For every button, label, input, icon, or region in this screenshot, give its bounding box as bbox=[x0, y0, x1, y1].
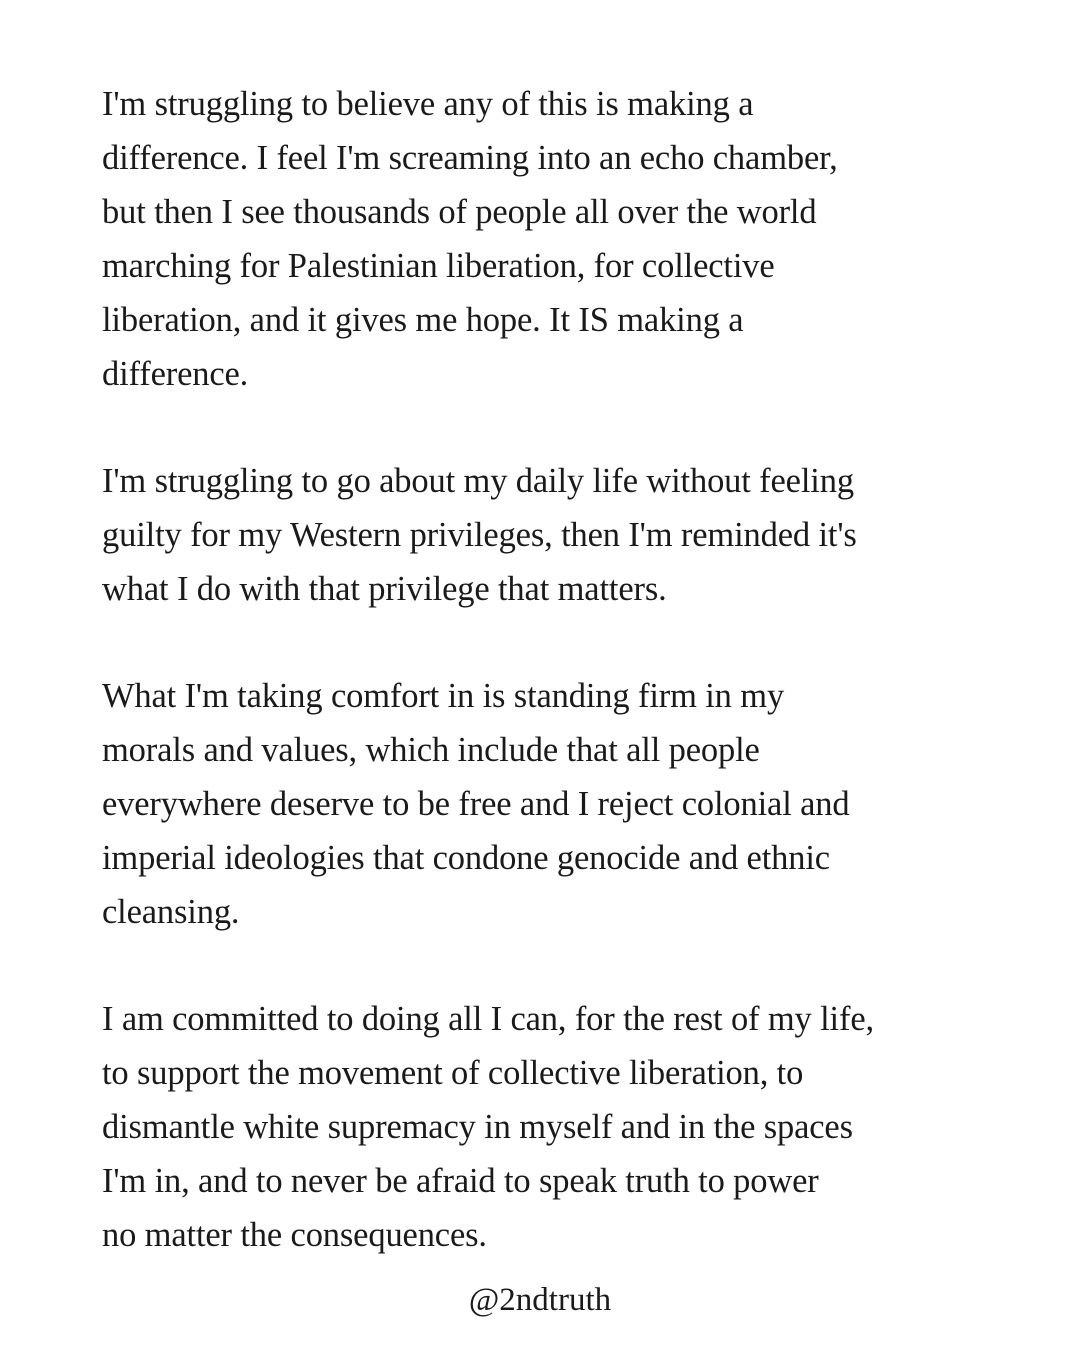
paragraph-line: to support the movement of collective liberation, to bbox=[102, 1054, 804, 1092]
paragraph-1 bbox=[102, 77, 1002, 401]
paragraph-line: marching for Palestinian liberation, for collective bbox=[102, 247, 775, 285]
paragraph-line: difference. bbox=[102, 355, 249, 393]
paragraph-line: difference. I feel I'm screaming into an echo chamber, bbox=[102, 139, 838, 177]
paragraph-line: I'm struggling to go about my daily life without feeling bbox=[102, 462, 854, 500]
paragraph-line: I am committed to doing all I can, for the rest of my life, bbox=[102, 1000, 874, 1038]
paragraph-line: what I do with that privilege that matters. bbox=[102, 570, 667, 608]
paragraph-line: no matter the consequences. bbox=[102, 1216, 487, 1254]
paragraph-line: I'm struggling to believe any of this is making a bbox=[102, 85, 754, 123]
post-body bbox=[102, 77, 1002, 1315]
paragraph-4 bbox=[102, 992, 1002, 1262]
paragraph-line: guilty for my Western privileges, then I'm reminded it's bbox=[102, 516, 857, 554]
paragraph-line: morals and values, which include that all people bbox=[102, 731, 760, 769]
paragraph-line: dismantle white supremacy in myself and in the spaces bbox=[102, 1108, 853, 1146]
paragraph-line: What I'm taking comfort in is standing firm in my bbox=[102, 677, 785, 715]
paragraph-line: but then I see thousands of people all over the world bbox=[102, 193, 817, 231]
paragraph-2 bbox=[102, 454, 1002, 616]
paragraph-3 bbox=[102, 669, 1002, 939]
author-handle: @2ndtruth bbox=[468, 1282, 612, 1318]
paragraph-line: liberation, and it gives me hope. It IS making a bbox=[102, 301, 744, 339]
paragraph-line: I'm in, and to never be afraid to speak truth to power bbox=[102, 1162, 819, 1200]
paragraph-line: everywhere deserve to be free and I reject colonial and bbox=[102, 785, 850, 823]
paragraph-line: cleansing. bbox=[102, 893, 240, 931]
paragraph-line: imperial ideologies that condone genocide and ethnic bbox=[102, 839, 830, 877]
